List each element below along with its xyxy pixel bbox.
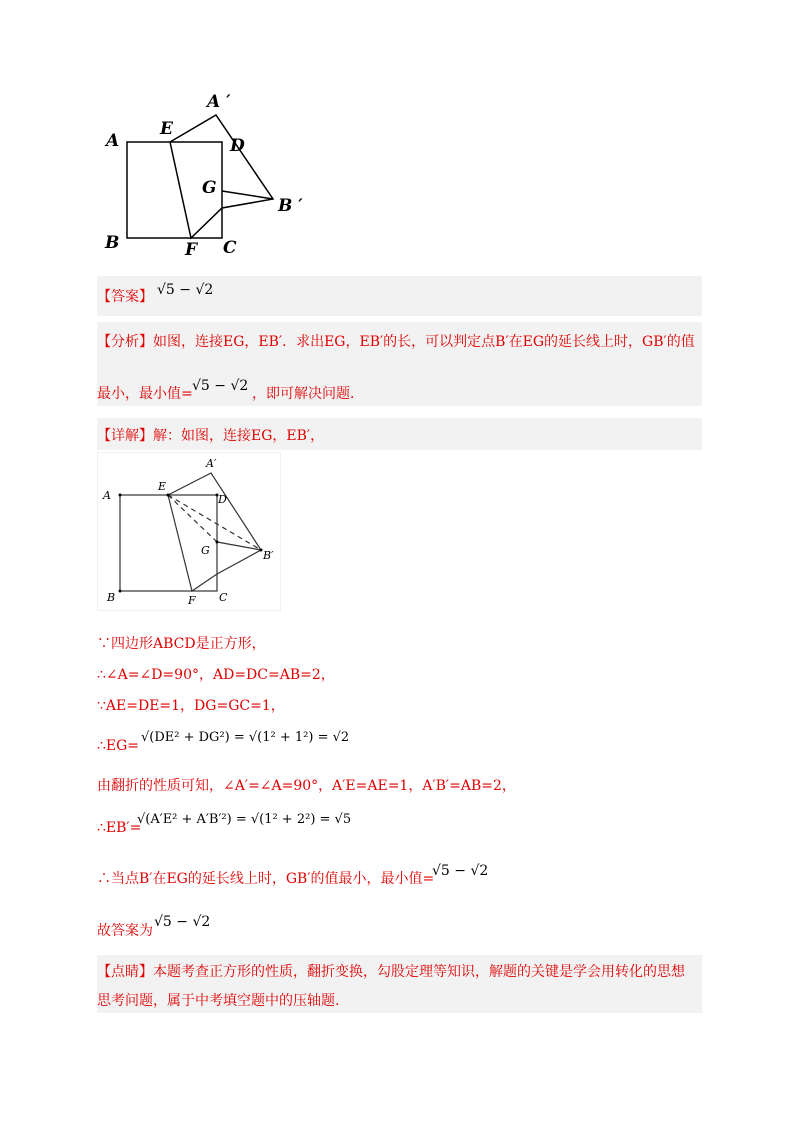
analysis-line-2-post: ，即可解决问题. [252,386,355,402]
step-7: ∴当点B′在EG的延长线上时，GB′的值最小，最小值= [97,871,435,887]
answer-value: √5 − √2 [157,282,214,298]
label-b-prime: B ′ [278,196,303,216]
fig2-label-b-prime: B′ [263,549,274,562]
step-4-expr: √(DE² + DG²) = √(1² + 1²) = √2 [141,730,350,745]
answer-line [97,287,153,307]
analysis-line-2-pre: 最小，最小值= [97,386,193,402]
label-f: F [185,240,198,260]
dashed-eg [168,495,217,542]
fig2-label-d: D [218,493,227,506]
dashed-eb-prime [168,495,261,550]
segment-gb-prime [222,191,273,199]
fig2-label-b: B [107,591,116,604]
label-g: G [202,178,217,198]
detail-intro-line [97,426,324,446]
step-4-pre: ∴EG= [97,738,140,754]
fig2-label-g: G [201,544,210,557]
step-6-expr: √(A′E² + A′B′²) = √(1² + 2²) = √5 [137,812,352,827]
fig2-label-f: F [188,594,196,607]
comment-line-2: 思考问题，属于中考填空题中的压轴题. [97,993,340,1009]
comment-text-1: 本题考查正方形的性质，翻折变换，勾股定理等知识，解题的关键是学会用转化的思想 [153,964,685,980]
step-1: ∵四边形ABCD是正方形， [97,636,266,652]
step-3: ∵AE=DE=1，DG=GC=1， [97,698,285,714]
label-e: E [160,119,173,139]
step-8: 故答案为 [97,923,153,939]
geometry-figure-1 [95,85,325,260]
detail-tag: 【详解】 [97,428,153,444]
comment-line-1 [97,962,685,982]
fig2-label-c: C [219,591,228,604]
geometry-figure-2 [97,452,281,611]
step-2: ∴∠A=∠D=90°，AD=DC=AB=2， [97,667,335,683]
fig2-label-a-prime: A′ [206,457,217,470]
label-a-prime: A ′ [207,92,231,112]
label-d: D [230,136,245,156]
comment-tag: 【点睛】 [97,964,153,980]
fig2-label-a: A [103,489,111,502]
step-6-pre: ∴EB′= [97,820,142,836]
analysis-tag: 【分析】 [97,334,153,350]
detail-intro: 解：如图，连接EG，EB′， [153,428,325,444]
square-abcd-2 [120,495,217,591]
step-8-value: √5 − √2 [154,914,211,930]
fig2-label-e: E [158,480,167,493]
analysis-text-1: 如图，连接EG，EB′．求出EG，EB′的长，可以判定点B′在EG的延长线上时，GB′的值 [153,334,695,350]
label-a: A [106,131,120,151]
step-5: 由翻折的性质可知，∠A′=∠A=90°，A′E=AE=1，A′B′=AB=2， [97,778,516,794]
label-c: C [223,238,237,258]
answer-tag: 【答案】 [97,289,153,305]
step-7-value: √5 − √2 [432,863,489,879]
label-b: B [105,233,120,253]
analysis-line-1 [97,332,695,352]
folded-quadrilateral-2 [168,473,261,591]
analysis-min-value: √5 − √2 [192,378,249,394]
